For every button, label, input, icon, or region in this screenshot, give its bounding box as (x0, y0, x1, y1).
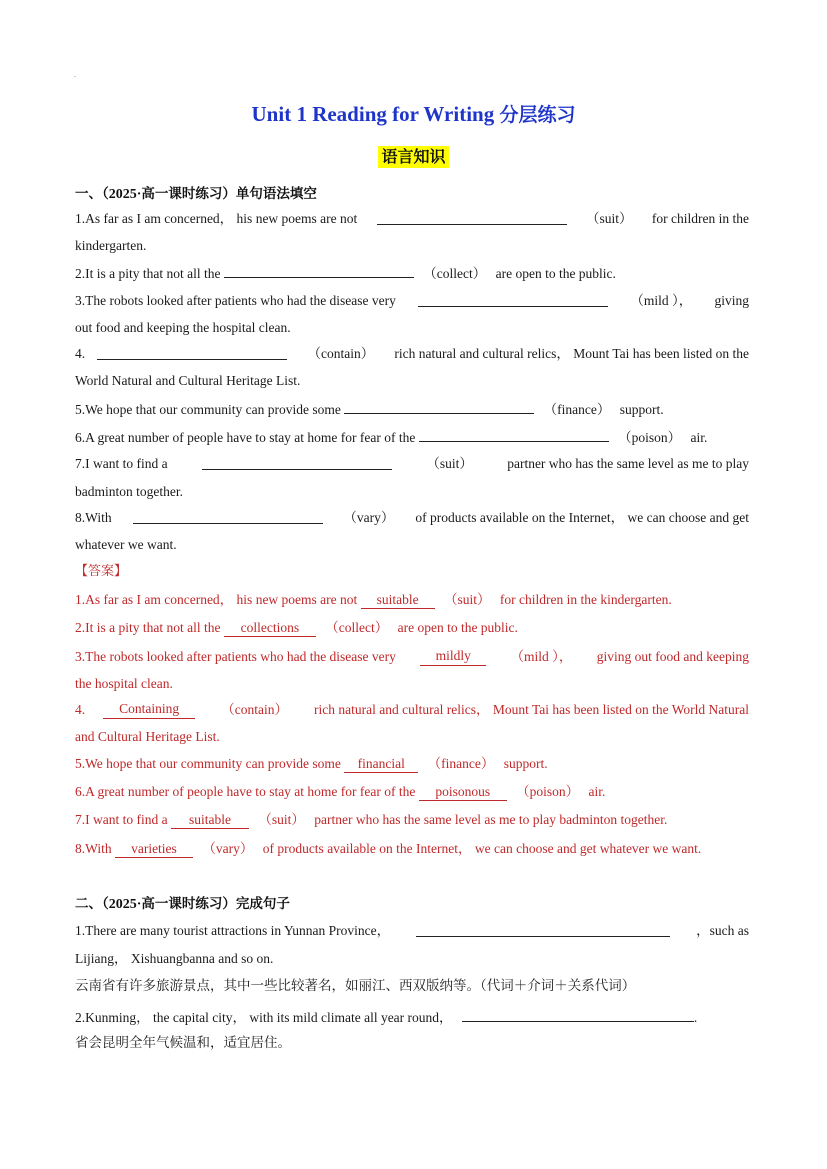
answer-4-line-2: and Cultural Heritage List. (75, 729, 220, 744)
a3-text: 3.The robots looked after patients who had the disease very (75, 649, 396, 664)
s2-blank[interactable] (462, 1007, 694, 1022)
q2-blank[interactable] (224, 263, 414, 278)
section2-heading-year: 2025· (108, 897, 142, 912)
q1-blank[interactable] (377, 210, 567, 225)
corner-dot: . (74, 70, 76, 79)
a5-answer: financial (344, 756, 418, 773)
section1-heading-year: 2025· (108, 187, 142, 202)
q7-hint: （suit） (426, 456, 473, 471)
q3-blank[interactable] (418, 292, 608, 307)
a8-text: 8.With (75, 841, 112, 856)
question-7-line-1 (75, 455, 749, 473)
sentence-2-chinese: 省会昆明全年气候温和，适宜居住。 (75, 1035, 291, 1051)
a1-text: 1.As far as I am concerned， his new poems are not (75, 592, 358, 607)
a4-number: 4. (75, 702, 86, 717)
page-title (0, 100, 827, 127)
question-3-line-2: out food and keeping the hospital clean. (75, 320, 291, 335)
sentence-1-line-1 (75, 922, 749, 940)
sentence-1-chinese: 云南省有许多旅游景点，其中一些比较著名，如丽江、西双版纳等。（代词＋介词＋关系代词） (75, 978, 636, 994)
a7-text: 7.I want to find a (75, 812, 168, 827)
answer-3-line-1 (75, 648, 749, 666)
s1-text: 1.There are many tourist attractions in Yunnan Province， (75, 923, 391, 938)
a1-hint: （suit） (444, 592, 491, 607)
a7-text-after: partner who has the same level as me to play badminton together. (314, 812, 668, 827)
answer-7-line (75, 811, 749, 829)
a2-text: 2.It is a pity that not all the (75, 620, 221, 635)
q2-text-after: are open to the public. (495, 266, 616, 281)
q4-number: 4. (75, 346, 86, 361)
q4-blank[interactable] (97, 345, 287, 360)
section-badge-wrap (0, 146, 827, 168)
answer-4-line-1 (75, 701, 749, 719)
question-4-line-2: World Natural and Cultural Heritage List. (75, 373, 301, 388)
answer-2-line (75, 619, 749, 637)
a2-hint: （collect） (325, 620, 389, 635)
q1-text: 1.As far as I am concerned， his new poems are not (75, 211, 358, 226)
a7-hint: （suit） (258, 812, 305, 827)
a1-answer: suitable (361, 592, 435, 609)
s1-blank[interactable] (416, 922, 670, 937)
question-2-line (75, 263, 749, 283)
answer-label: 【答案】 (75, 564, 128, 579)
q7-text: 7.I want to find a (75, 456, 168, 471)
question-6-line (75, 427, 749, 447)
title-english: Unit 1 Reading for Writing (251, 102, 500, 126)
q6-hint: （poison） (618, 430, 682, 445)
section2-heading (75, 892, 290, 913)
section2-heading-prefix: 二、（ (75, 896, 109, 912)
a5-text: 5.We hope that our community can provide some (75, 756, 341, 771)
s1-text-after: ，such as (696, 923, 749, 938)
q7-blank[interactable] (202, 455, 392, 470)
section1-heading-rest: 高一课时练习）单句语法填空 (141, 186, 317, 202)
section1-heading (75, 182, 317, 203)
title-chinese: 分层练习 (499, 104, 576, 126)
a2-answer: collections (224, 620, 316, 637)
a8-hint: （vary） (202, 841, 254, 856)
question-4-line-1 (75, 345, 749, 363)
answer-6-line (75, 783, 749, 801)
q3-hint: （mild ）， (630, 293, 693, 308)
a4-answer: Containing (103, 701, 195, 719)
q5-hint: （finance） (543, 402, 611, 417)
a1-text-after: for children in the kindergarten. (499, 592, 672, 607)
answer-3-line-2: the hospital clean. (75, 676, 173, 691)
q4-text-after: rich natural and cultural relics， Mount Tai has been listed on the (394, 346, 749, 361)
question-5-line (75, 399, 749, 419)
q4-hint: （contain） (307, 346, 375, 361)
q1-text-after: for children in the (651, 211, 749, 226)
s2-period: . (693, 1010, 698, 1025)
a2-text-after: are open to the public. (397, 620, 518, 635)
a6-answer: poisonous (419, 784, 507, 801)
a4-hint: （contain） (221, 702, 288, 717)
a6-text-after: air. (588, 784, 606, 799)
q3-text-after: giving (714, 293, 749, 308)
a3-text-after: giving out food and keeping (596, 649, 749, 664)
q8-text: 8.With (75, 510, 112, 525)
a7-answer: suitable (171, 812, 249, 829)
q6-text: 6.A great number of people have to stay at home for fear of the (75, 430, 416, 445)
a5-text-after: support. (503, 756, 548, 771)
a3-answer: mildly (420, 648, 486, 666)
s2-text: 2.Kunming， the capital city， with its mild climate all year round， (75, 1010, 453, 1025)
q6-text-after: air. (690, 430, 708, 445)
q1-hint: （suit） (586, 211, 633, 226)
q7-text-after: partner who has the same level as me to play (507, 456, 749, 471)
a4-text-after: rich natural and cultural relics， Mount Tai has been listed on the World Natural (314, 702, 749, 717)
answer-1-line (75, 591, 749, 609)
question-8-line-2: whatever we want. (75, 537, 177, 552)
answer-8-line (75, 840, 749, 858)
q8-hint: （vary） (343, 510, 395, 525)
question-1-line-2: kindergarten. (75, 238, 147, 253)
q2-hint: （collect） (423, 266, 487, 281)
a6-text: 6.A great number of people have to stay at home for fear of the (75, 784, 416, 799)
question-7-line-2: badminton together. (75, 484, 183, 499)
q5-blank[interactable] (344, 399, 534, 414)
answer-5-line (75, 755, 749, 773)
a5-hint: （finance） (427, 756, 495, 771)
a6-hint: （poison） (516, 784, 580, 799)
sentence-2-line (75, 1007, 749, 1027)
a8-text-after: of products available on the Internet， we can choose and get whatever we want. (262, 841, 702, 856)
section1-heading-prefix: 一、（ (75, 186, 109, 202)
sentence-1-line-2: Lijiang， Xishuangbanna and so on. (75, 951, 274, 966)
a3-hint: （mild ）， (510, 649, 573, 664)
question-8-line-1 (75, 509, 749, 527)
section2-heading-rest: 高一课时练习）完成句子 (141, 896, 290, 912)
q2-text: 2.It is a pity that not all the (75, 266, 221, 281)
q5-text-after: support. (619, 402, 664, 417)
q6-blank[interactable] (419, 427, 609, 442)
question-1-line-1 (75, 210, 749, 228)
q3-text: 3.The robots looked after patients who had the disease very (75, 293, 396, 308)
q8-blank[interactable] (133, 509, 323, 524)
question-3-line-1 (75, 292, 749, 310)
q5-text: 5.We hope that our community can provide some (75, 402, 341, 417)
q8-text-after: of products available on the Internet， we can choose and get (415, 510, 749, 525)
a8-answer: varieties (115, 841, 193, 858)
language-knowledge-badge: 语言知识 (378, 146, 448, 168)
